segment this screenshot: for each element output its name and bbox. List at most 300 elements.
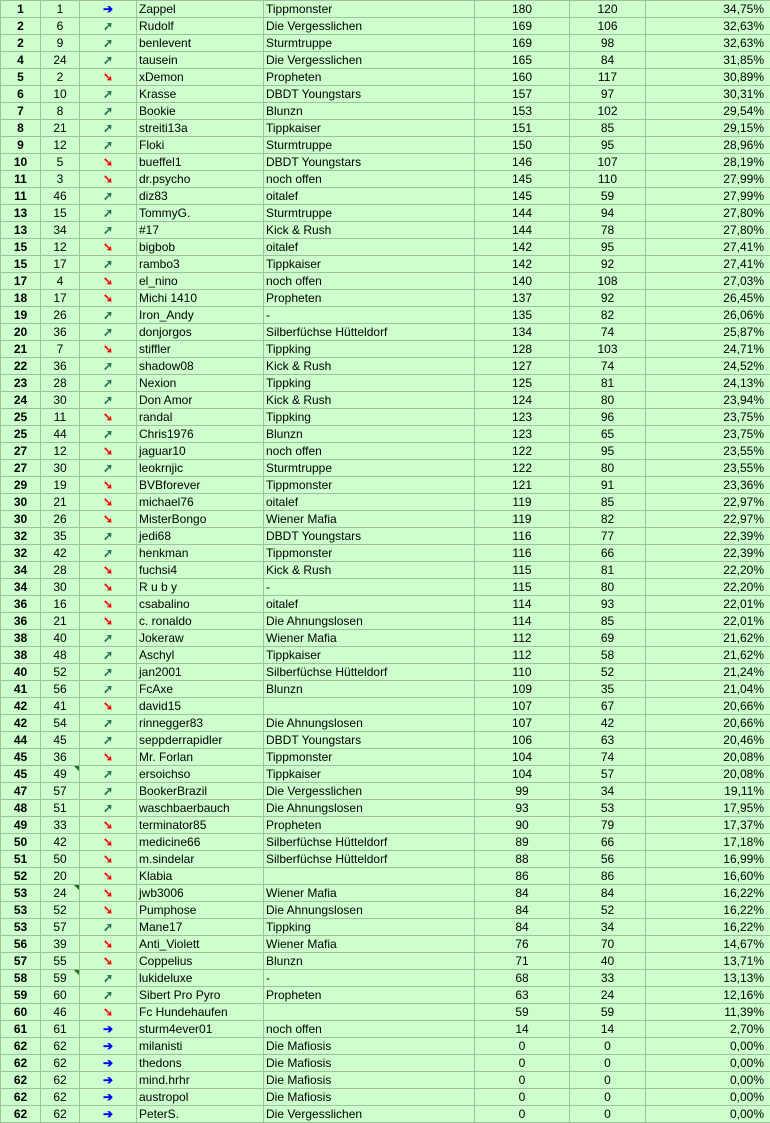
- rank-cell: 8: [1, 120, 41, 137]
- player-name-cell: Bookie: [137, 103, 264, 120]
- team-cell: Tippmonster: [264, 1, 475, 18]
- percentage-cell: 22,97%: [646, 511, 770, 528]
- percentage-cell: 24,52%: [646, 358, 770, 375]
- previous-rank-cell: 4: [41, 273, 80, 290]
- points-cell: 86: [475, 868, 570, 885]
- arrow-up-right-icon: ➚: [80, 987, 137, 1004]
- team-cell: Wiener Mafia: [264, 511, 475, 528]
- team-cell: Tippkaiser: [264, 120, 475, 137]
- rank-cell: 57: [1, 953, 41, 970]
- points-cell: 160: [475, 69, 570, 86]
- tips-cell: 52: [570, 664, 646, 681]
- percentage-cell: 27,03%: [646, 273, 770, 290]
- rank-cell: 62: [1, 1072, 41, 1089]
- table-row: [1, 171, 770, 188]
- rank-cell: 19: [1, 307, 41, 324]
- rank-cell: 44: [1, 732, 41, 749]
- tips-cell: 65: [570, 426, 646, 443]
- team-cell: Sturmtruppe: [264, 460, 475, 477]
- arrow-up-right-icon: ➚: [80, 545, 137, 562]
- points-cell: 115: [475, 579, 570, 596]
- percentage-cell: 21,62%: [646, 647, 770, 664]
- arrow-down-right-icon: ➘: [80, 69, 137, 86]
- arrow-down-right-icon: ➘: [80, 953, 137, 970]
- rank-cell: 5: [1, 69, 41, 86]
- tips-cell: 66: [570, 545, 646, 562]
- rank-cell: 56: [1, 936, 41, 953]
- previous-rank-cell: 56: [41, 681, 80, 698]
- percentage-cell: 27,99%: [646, 171, 770, 188]
- points-cell: 150: [475, 137, 570, 154]
- table-row: [1, 630, 770, 647]
- previous-rank-cell: 12: [41, 239, 80, 256]
- arrow-down-right-icon: ➘: [80, 477, 137, 494]
- team-cell: Die Vergesslichen: [264, 52, 475, 69]
- rank-cell: 27: [1, 460, 41, 477]
- team-cell: Wiener Mafia: [264, 936, 475, 953]
- table-row: [1, 698, 770, 715]
- previous-rank-cell: 17: [41, 256, 80, 273]
- arrow-up-right-icon: ➚: [80, 222, 137, 239]
- previous-rank-cell: 28: [41, 562, 80, 579]
- player-name-cell: #17: [137, 222, 264, 239]
- team-cell: Tippmonster: [264, 477, 475, 494]
- table-row: [1, 273, 770, 290]
- player-name-cell: MisterBongo: [137, 511, 264, 528]
- team-cell: Die Mafiosis: [264, 1055, 475, 1072]
- tips-cell: 63: [570, 732, 646, 749]
- percentage-cell: 23,36%: [646, 477, 770, 494]
- previous-rank-cell: 44: [41, 426, 80, 443]
- tips-cell: 81: [570, 562, 646, 579]
- rank-cell: 53: [1, 885, 41, 902]
- tips-cell: 59: [570, 188, 646, 205]
- points-cell: 157: [475, 86, 570, 103]
- tips-cell: 0: [570, 1106, 646, 1123]
- previous-rank-cell: 60: [41, 987, 80, 1004]
- player-name-cell: Mane17: [137, 919, 264, 936]
- table-row: [1, 1004, 770, 1021]
- player-name-cell: Chris1976: [137, 426, 264, 443]
- previous-rank-cell: 55: [41, 953, 80, 970]
- arrow-down-right-icon: ➘: [80, 885, 137, 902]
- team-cell: noch offen: [264, 171, 475, 188]
- percentage-cell: 32,63%: [646, 18, 770, 35]
- rank-cell: 15: [1, 256, 41, 273]
- points-cell: 119: [475, 511, 570, 528]
- rank-cell: 62: [1, 1089, 41, 1106]
- table-row: [1, 885, 770, 902]
- points-cell: 128: [475, 341, 570, 358]
- rank-cell: 62: [1, 1055, 41, 1072]
- arrow-up-right-icon: ➚: [80, 664, 137, 681]
- points-cell: 165: [475, 52, 570, 69]
- percentage-cell: 23,55%: [646, 460, 770, 477]
- points-cell: 135: [475, 307, 570, 324]
- previous-rank-cell: 40: [41, 630, 80, 647]
- rank-cell: 62: [1, 1106, 41, 1123]
- rank-cell: 18: [1, 290, 41, 307]
- percentage-cell: 30,31%: [646, 86, 770, 103]
- player-name-cell: Nexion: [137, 375, 264, 392]
- points-cell: 88: [475, 851, 570, 868]
- percentage-cell: 22,97%: [646, 494, 770, 511]
- team-cell: Die Ahnungslosen: [264, 902, 475, 919]
- previous-rank-cell: 5: [41, 154, 80, 171]
- tips-cell: 69: [570, 630, 646, 647]
- player-name-cell: TommyG.: [137, 205, 264, 222]
- team-cell: Kick & Rush: [264, 392, 475, 409]
- arrow-up-right-icon: ➚: [80, 392, 137, 409]
- team-cell: Blunzn: [264, 103, 475, 120]
- previous-rank-cell: 59: [41, 970, 80, 987]
- rank-cell: 13: [1, 205, 41, 222]
- points-cell: 122: [475, 443, 570, 460]
- team-cell: Tippking: [264, 919, 475, 936]
- percentage-cell: 27,80%: [646, 205, 770, 222]
- rank-cell: 30: [1, 511, 41, 528]
- points-cell: 145: [475, 171, 570, 188]
- percentage-cell: 26,45%: [646, 290, 770, 307]
- tips-cell: 53: [570, 800, 646, 817]
- percentage-cell: 22,39%: [646, 528, 770, 545]
- team-cell: Silberfüchse Hütteldorf: [264, 664, 475, 681]
- table-row: [1, 1038, 770, 1055]
- team-cell: Tippkaiser: [264, 256, 475, 273]
- tips-cell: 106: [570, 18, 646, 35]
- rank-cell: 17: [1, 273, 41, 290]
- points-cell: 107: [475, 698, 570, 715]
- player-name-cell: david15: [137, 698, 264, 715]
- points-cell: 137: [475, 290, 570, 307]
- team-cell: [264, 868, 475, 885]
- previous-rank-cell: 45: [41, 732, 80, 749]
- percentage-cell: 20,08%: [646, 749, 770, 766]
- percentage-cell: 28,19%: [646, 154, 770, 171]
- points-cell: 151: [475, 120, 570, 137]
- tips-cell: 95: [570, 443, 646, 460]
- points-cell: 134: [475, 324, 570, 341]
- previous-rank-cell: 26: [41, 511, 80, 528]
- rank-cell: 62: [1, 1038, 41, 1055]
- tips-cell: 67: [570, 698, 646, 715]
- team-cell: Die Vergesslichen: [264, 18, 475, 35]
- previous-rank-cell: 8: [41, 103, 80, 120]
- arrow-down-right-icon: ➘: [80, 511, 137, 528]
- percentage-cell: 32,63%: [646, 35, 770, 52]
- previous-rank-cell: 30: [41, 460, 80, 477]
- player-name-cell: Klabia: [137, 868, 264, 885]
- tips-cell: 108: [570, 273, 646, 290]
- arrow-down-right-icon: ➘: [80, 341, 137, 358]
- rank-cell: 13: [1, 222, 41, 239]
- tips-cell: 14: [570, 1021, 646, 1038]
- table-row: [1, 1106, 770, 1123]
- team-cell: Silberfüchse Hütteldorf: [264, 324, 475, 341]
- percentage-cell: 29,15%: [646, 120, 770, 137]
- arrow-down-right-icon: ➘: [80, 494, 137, 511]
- table-row: [1, 392, 770, 409]
- percentage-cell: 29,54%: [646, 103, 770, 120]
- table-row: [1, 800, 770, 817]
- arrow-down-right-icon: ➘: [80, 562, 137, 579]
- points-cell: 68: [475, 970, 570, 987]
- previous-rank-cell: 10: [41, 86, 80, 103]
- previous-rank-cell: 20: [41, 868, 80, 885]
- player-name-cell: jwb3006: [137, 885, 264, 902]
- rank-cell: 59: [1, 987, 41, 1004]
- table-row: [1, 834, 770, 851]
- rank-cell: 42: [1, 715, 41, 732]
- previous-rank-cell: 51: [41, 800, 80, 817]
- rank-cell: 10: [1, 154, 41, 171]
- team-cell: Tippmonster: [264, 545, 475, 562]
- player-name-cell: BVBforever: [137, 477, 264, 494]
- table-row: [1, 256, 770, 273]
- rank-cell: 49: [1, 817, 41, 834]
- table-row: [1, 324, 770, 341]
- points-cell: 63: [475, 987, 570, 1004]
- arrow-down-right-icon: ➘: [80, 1004, 137, 1021]
- tips-cell: 24: [570, 987, 646, 1004]
- team-cell: Die Mafiosis: [264, 1089, 475, 1106]
- team-cell: Die Vergesslichen: [264, 783, 475, 800]
- arrow-down-right-icon: ➘: [80, 290, 137, 307]
- team-cell: DBDT Youngstars: [264, 732, 475, 749]
- team-cell: Wiener Mafia: [264, 630, 475, 647]
- table-row: [1, 460, 770, 477]
- table-row: [1, 443, 770, 460]
- percentage-cell: 21,04%: [646, 681, 770, 698]
- team-cell: Propheten: [264, 817, 475, 834]
- rank-cell: 30: [1, 494, 41, 511]
- rank-cell: 52: [1, 868, 41, 885]
- player-name-cell: austropol: [137, 1089, 264, 1106]
- percentage-cell: 17,18%: [646, 834, 770, 851]
- previous-rank-cell: 36: [41, 749, 80, 766]
- player-name-cell: Anti_Violett: [137, 936, 264, 953]
- team-cell: Die Ahnungslosen: [264, 715, 475, 732]
- percentage-cell: 31,85%: [646, 52, 770, 69]
- team-cell: Blunzn: [264, 953, 475, 970]
- tips-cell: 91: [570, 477, 646, 494]
- arrow-down-right-icon: ➘: [80, 596, 137, 613]
- percentage-cell: 13,71%: [646, 953, 770, 970]
- arrow-up-right-icon: ➚: [80, 783, 137, 800]
- tips-cell: 97: [570, 86, 646, 103]
- points-cell: 76: [475, 936, 570, 953]
- arrow-up-right-icon: ➚: [80, 120, 137, 137]
- table-row: [1, 1055, 770, 1072]
- tips-cell: 92: [570, 256, 646, 273]
- team-cell: Tippking: [264, 375, 475, 392]
- rank-cell: 11: [1, 188, 41, 205]
- previous-rank-cell: 39: [41, 936, 80, 953]
- tips-cell: 96: [570, 409, 646, 426]
- arrow-up-right-icon: ➚: [80, 375, 137, 392]
- player-name-cell: el_nino: [137, 273, 264, 290]
- previous-rank-cell: 36: [41, 324, 80, 341]
- arrow-down-right-icon: ➘: [80, 239, 137, 256]
- table-row: [1, 1072, 770, 1089]
- team-cell: Kick & Rush: [264, 222, 475, 239]
- tips-cell: 82: [570, 307, 646, 324]
- points-cell: 14: [475, 1021, 570, 1038]
- player-name-cell: Don Amor: [137, 392, 264, 409]
- rank-cell: 47: [1, 783, 41, 800]
- rank-cell: 51: [1, 851, 41, 868]
- previous-rank-cell: 46: [41, 1004, 80, 1021]
- previous-rank-cell: 50: [41, 851, 80, 868]
- points-cell: 116: [475, 528, 570, 545]
- rank-cell: 38: [1, 630, 41, 647]
- tips-cell: 102: [570, 103, 646, 120]
- table-row: [1, 902, 770, 919]
- rank-cell: 60: [1, 1004, 41, 1021]
- team-cell: Sturmtruppe: [264, 35, 475, 52]
- arrow-down-right-icon: ➘: [80, 273, 137, 290]
- arrow-up-right-icon: ➚: [80, 715, 137, 732]
- previous-rank-cell: 30: [41, 392, 80, 409]
- team-cell: Die Vergesslichen: [264, 1106, 475, 1123]
- player-name-cell: Iron_Andy: [137, 307, 264, 324]
- rank-cell: 53: [1, 902, 41, 919]
- rank-cell: 24: [1, 392, 41, 409]
- arrow-down-right-icon: ➘: [80, 579, 137, 596]
- player-name-cell: streiti13a: [137, 120, 264, 137]
- tips-cell: 110: [570, 171, 646, 188]
- percentage-cell: 13,13%: [646, 970, 770, 987]
- percentage-cell: 0,00%: [646, 1089, 770, 1106]
- points-cell: 84: [475, 919, 570, 936]
- previous-rank-cell: 62: [41, 1089, 80, 1106]
- tips-cell: 57: [570, 766, 646, 783]
- previous-rank-cell: 28: [41, 375, 80, 392]
- percentage-cell: 23,75%: [646, 426, 770, 443]
- player-name-cell: leokrnjic: [137, 460, 264, 477]
- percentage-cell: 12,16%: [646, 987, 770, 1004]
- table-row: [1, 1089, 770, 1106]
- points-cell: 0: [475, 1038, 570, 1055]
- team-cell: Kick & Rush: [264, 562, 475, 579]
- tips-cell: 78: [570, 222, 646, 239]
- player-name-cell: lukideluxe: [137, 970, 264, 987]
- percentage-cell: 20,08%: [646, 766, 770, 783]
- tips-cell: 92: [570, 290, 646, 307]
- points-cell: 123: [475, 426, 570, 443]
- points-cell: 123: [475, 409, 570, 426]
- previous-rank-cell: 34: [41, 222, 80, 239]
- previous-rank-cell: 54: [41, 715, 80, 732]
- table-row: [1, 664, 770, 681]
- tips-cell: 58: [570, 647, 646, 664]
- rank-cell: 45: [1, 766, 41, 783]
- team-cell: Wiener Mafia: [264, 885, 475, 902]
- table-row: [1, 715, 770, 732]
- player-name-cell: R u b y: [137, 579, 264, 596]
- player-name-cell: bueffel1: [137, 154, 264, 171]
- percentage-cell: 0,00%: [646, 1106, 770, 1123]
- points-cell: 0: [475, 1089, 570, 1106]
- team-cell: Kick & Rush: [264, 358, 475, 375]
- table-row: [1, 239, 770, 256]
- points-cell: 114: [475, 596, 570, 613]
- arrow-up-right-icon: ➚: [80, 18, 137, 35]
- team-cell: Tippkaiser: [264, 766, 475, 783]
- player-name-cell: c. ronaldo: [137, 613, 264, 630]
- player-name-cell: thedons: [137, 1055, 264, 1072]
- table-row: [1, 341, 770, 358]
- team-cell: noch offen: [264, 443, 475, 460]
- previous-rank-cell: 3: [41, 171, 80, 188]
- team-cell: oitalef: [264, 239, 475, 256]
- rank-cell: 36: [1, 596, 41, 613]
- previous-rank-cell: 46: [41, 188, 80, 205]
- percentage-cell: 25,87%: [646, 324, 770, 341]
- team-cell: DBDT Youngstars: [264, 528, 475, 545]
- table-row: [1, 477, 770, 494]
- previous-rank-cell: 57: [41, 919, 80, 936]
- table-row: [1, 426, 770, 443]
- rank-cell: 42: [1, 698, 41, 715]
- team-cell: oitalef: [264, 596, 475, 613]
- previous-rank-cell: 57: [41, 783, 80, 800]
- player-name-cell: Floki: [137, 137, 264, 154]
- points-cell: 84: [475, 902, 570, 919]
- percentage-cell: 22,39%: [646, 545, 770, 562]
- player-name-cell: sturm4ever01: [137, 1021, 264, 1038]
- previous-rank-cell: 12: [41, 137, 80, 154]
- team-cell: Die Ahnungslosen: [264, 800, 475, 817]
- percentage-cell: 22,20%: [646, 562, 770, 579]
- points-cell: 90: [475, 817, 570, 834]
- player-name-cell: ersoichso: [137, 766, 264, 783]
- percentage-cell: 23,94%: [646, 392, 770, 409]
- arrow-down-right-icon: ➘: [80, 613, 137, 630]
- player-name-cell: diz83: [137, 188, 264, 205]
- table-row: [1, 545, 770, 562]
- previous-rank-cell: 41: [41, 698, 80, 715]
- percentage-cell: 16,99%: [646, 851, 770, 868]
- arrow-down-right-icon: ➘: [80, 834, 137, 851]
- table-row: [1, 103, 770, 120]
- arrow-up-right-icon: ➚: [80, 307, 137, 324]
- tips-cell: 82: [570, 511, 646, 528]
- player-name-cell: stiffler: [137, 341, 264, 358]
- table-row: [1, 851, 770, 868]
- team-cell: Die Ahnungslosen: [264, 613, 475, 630]
- tips-cell: 107: [570, 154, 646, 171]
- player-name-cell: Aschyl: [137, 647, 264, 664]
- rank-cell: 45: [1, 749, 41, 766]
- tips-cell: 77: [570, 528, 646, 545]
- team-cell: Propheten: [264, 69, 475, 86]
- table-row: [1, 154, 770, 171]
- tips-cell: 95: [570, 137, 646, 154]
- player-name-cell: m.sindelar: [137, 851, 264, 868]
- rank-cell: 1: [1, 1, 41, 18]
- arrow-up-right-icon: ➚: [80, 205, 137, 222]
- rank-cell: 34: [1, 579, 41, 596]
- percentage-cell: 27,99%: [646, 188, 770, 205]
- points-cell: 122: [475, 460, 570, 477]
- table-row: [1, 766, 770, 783]
- arrow-up-right-icon: ➚: [80, 256, 137, 273]
- points-cell: 169: [475, 18, 570, 35]
- arrow-down-right-icon: ➘: [80, 851, 137, 868]
- table-row: [1, 409, 770, 426]
- previous-rank-cell: 62: [41, 1072, 80, 1089]
